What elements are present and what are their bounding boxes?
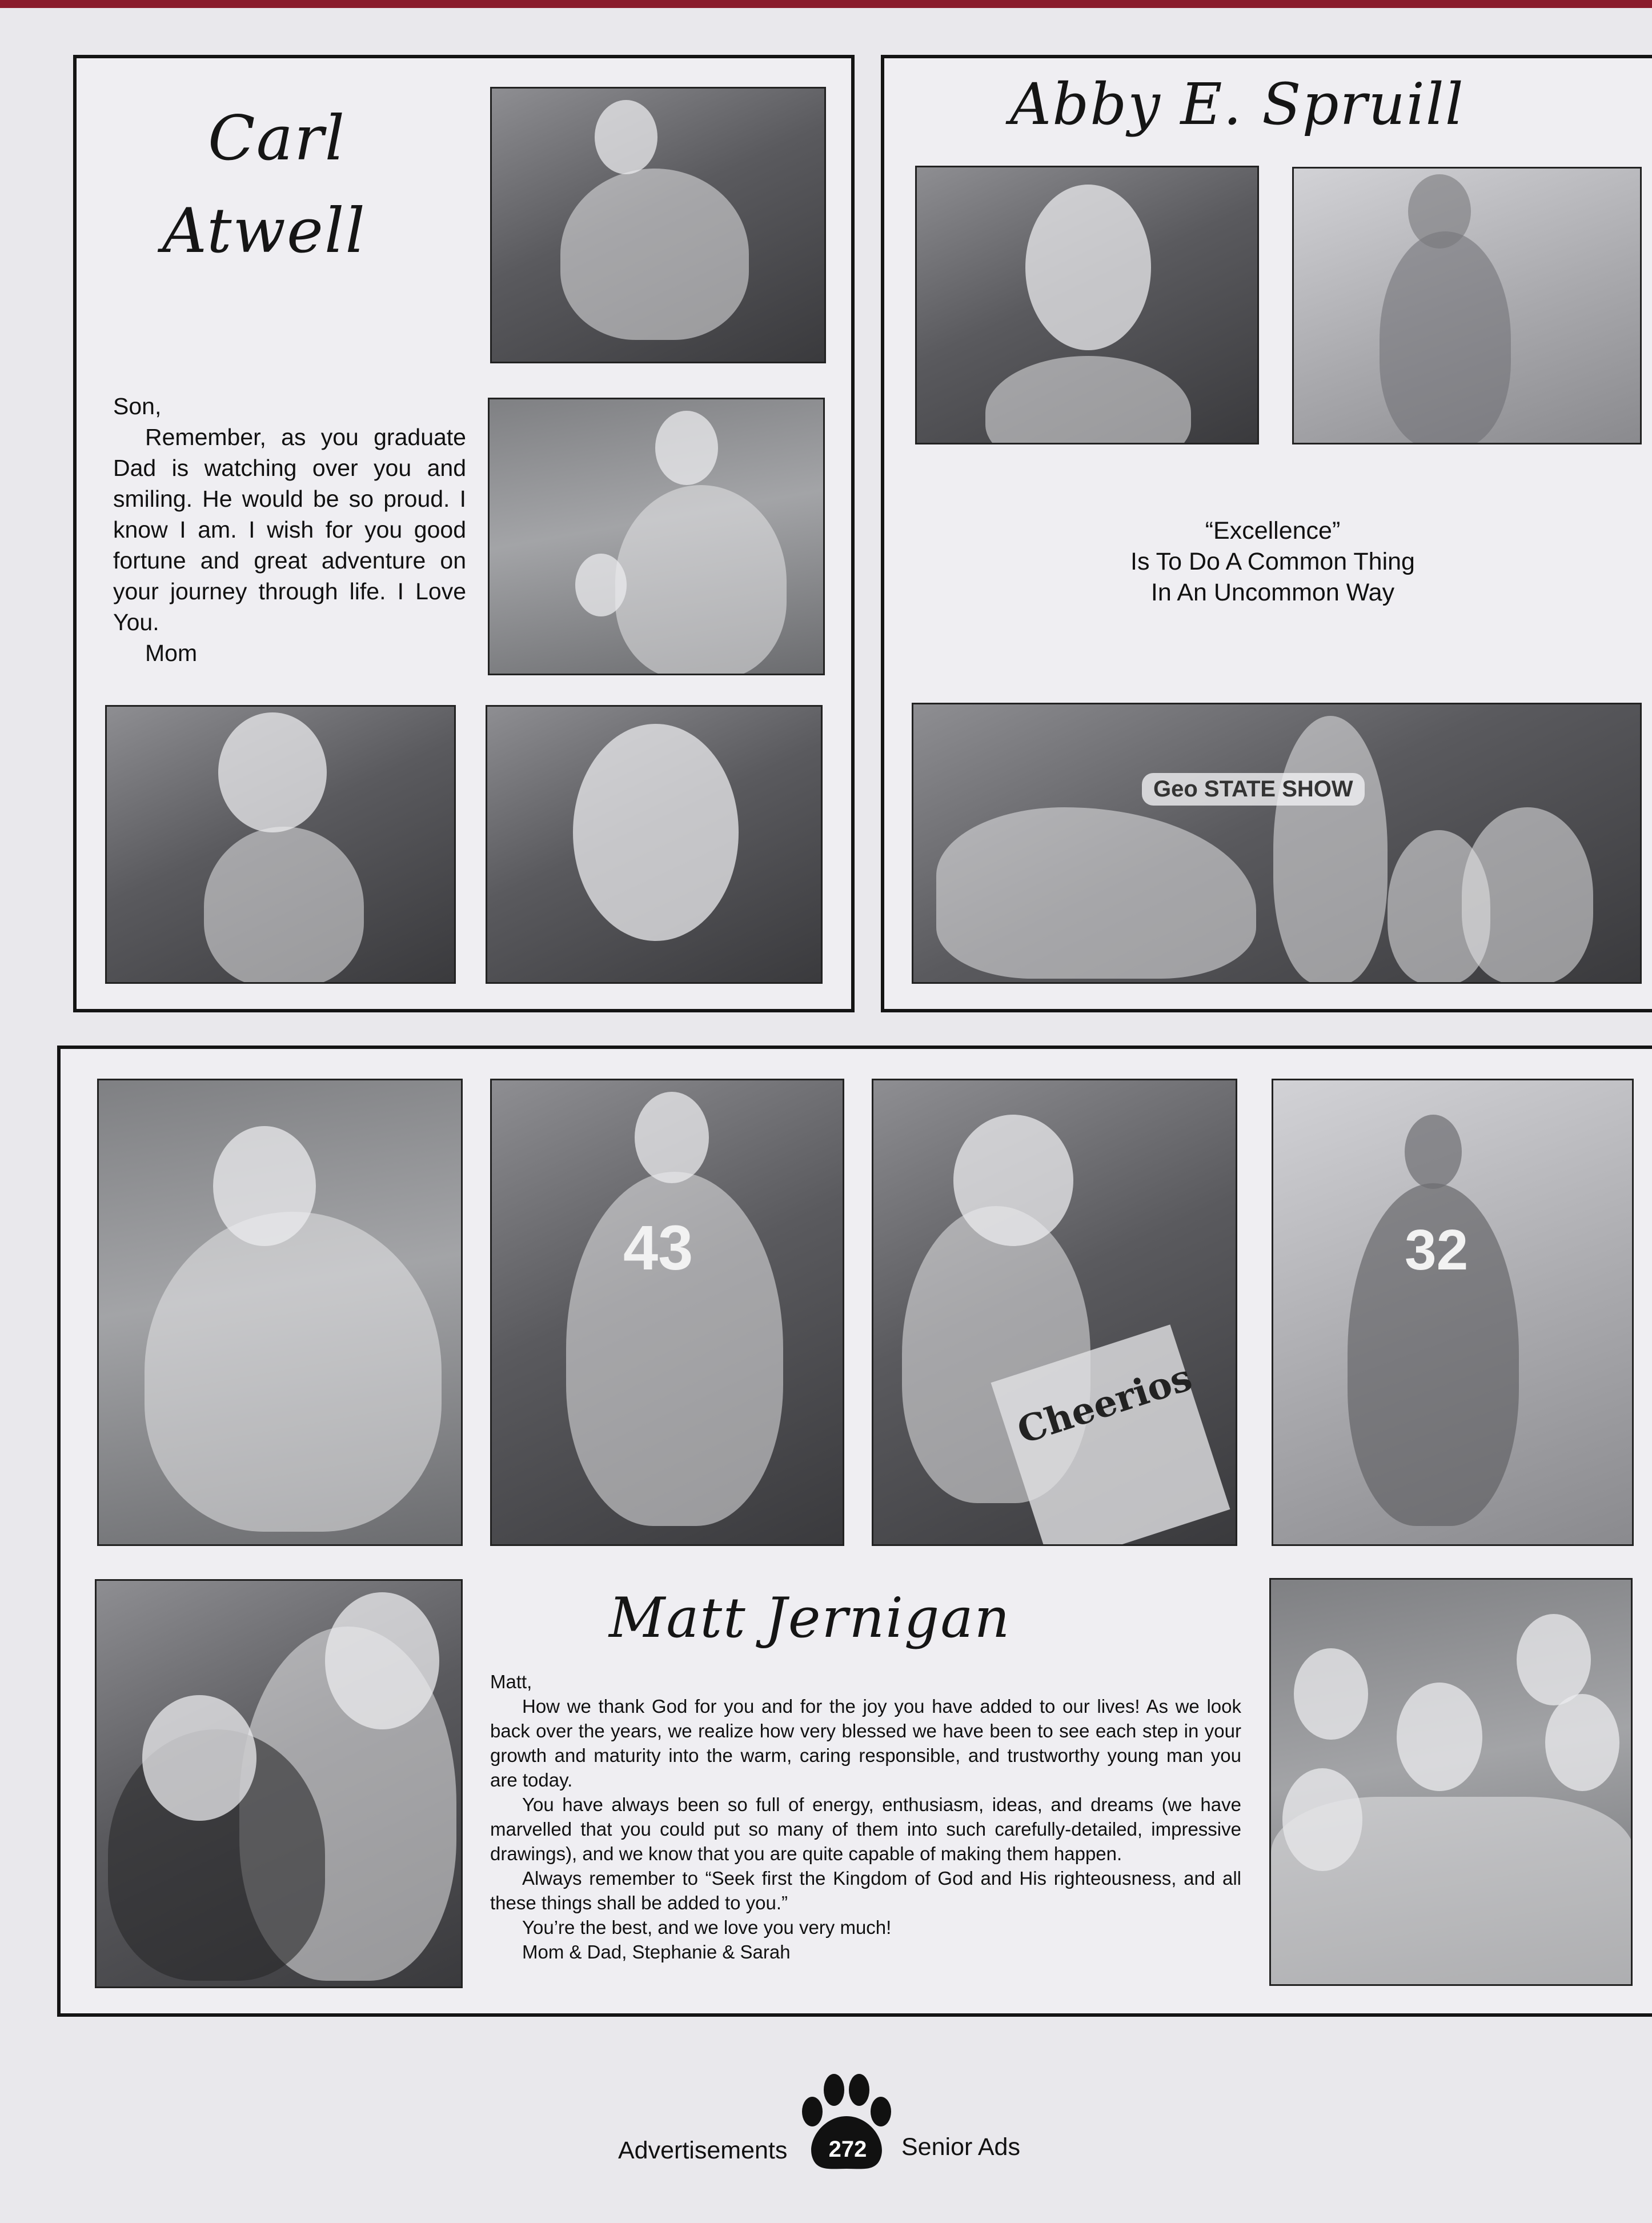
matt-jersey-32-label: 32 bbox=[1405, 1218, 1469, 1282]
matt-message-para2: You have always been so full of energy, enthusiasm, ideas, and dreams (we have marvelled that you could put so many of them into such carefully-detailed, impressive drawings), and we know that you are quite capable of making them happen. bbox=[490, 1794, 1241, 1864]
carl-baby-photo bbox=[105, 705, 456, 984]
matt-cheerios-baby-photo bbox=[872, 1079, 1237, 1546]
matt-senior-jersey-photo bbox=[1272, 1079, 1634, 1546]
matt-jersey-43-label: 43 bbox=[623, 1213, 693, 1283]
matt-football-child-photo bbox=[490, 1079, 844, 1546]
abby-spruill-ad bbox=[881, 55, 1652, 1012]
matt-father-baby-photo bbox=[95, 1579, 463, 1988]
carl-senior-portrait-photo bbox=[490, 87, 826, 363]
abby-full-portrait-photo bbox=[1292, 167, 1642, 444]
paw-print-icon bbox=[795, 2072, 898, 2180]
abby-quote-line2: Is To Do A Common Thing bbox=[1130, 548, 1415, 575]
abby-horse-show-photo bbox=[912, 703, 1642, 984]
footer-section-name: Senior Ads bbox=[901, 2133, 1020, 2161]
matt-message-para4: You’re the best, and we love you very much! bbox=[522, 1917, 892, 1938]
matt-name: Matt Jernigan bbox=[609, 1586, 1011, 1650]
carl-brothers-outdoor-photo bbox=[488, 398, 825, 675]
page-number: 272 bbox=[828, 2137, 867, 2162]
abby-quote-line1: “Excellence” bbox=[1205, 517, 1341, 544]
abby-show-sign: Geo STATE SHOW bbox=[1142, 773, 1365, 806]
matt-message-para1: How we thank God for you and for the joy you have added to our lives! As we look back over the years, we realize how very blessed we have been to see each step in your growth and maturity into the warm, caring responsible, and trustworthy young man you are today. bbox=[490, 1696, 1241, 1791]
carl-name-line1: Carl bbox=[208, 103, 346, 174]
matt-message bbox=[490, 1669, 1241, 1964]
matt-message-signature: Mom & Dad, Stephanie & Sarah bbox=[522, 1941, 791, 1962]
matt-jernigan-ad bbox=[57, 1046, 1652, 2017]
carl-name-line2: Atwell bbox=[162, 195, 366, 267]
carl-child-portrait-photo bbox=[486, 705, 823, 984]
carl-atwell-ad bbox=[73, 55, 855, 1012]
page-edge-strip bbox=[0, 0, 1652, 8]
carl-message-body: Remember, as you graduate Dad is watching over you and smiling. He would be so proud. I know I am. I wish for you good fortune and great adventure on your journey through life. I Love You. bbox=[113, 424, 466, 635]
footer-section-label: Advertisements bbox=[618, 2137, 788, 2164]
carl-message-signature: Mom bbox=[145, 640, 198, 666]
abby-head-portrait-photo bbox=[915, 166, 1259, 444]
matt-message-para3: Always remember to “Seek first the Kingdom of God and His righteousness, and all these things shall be added to you.” bbox=[490, 1868, 1241, 1913]
matt-boat-photo bbox=[97, 1079, 463, 1546]
carl-message-salutation: Son, bbox=[113, 393, 162, 419]
abby-name: Abby E. Spruill bbox=[1010, 71, 1465, 138]
cheerios-box-label: Cheerios bbox=[1012, 1356, 1197, 1453]
abby-quote-line3: In An Uncommon Way bbox=[1150, 579, 1395, 606]
abby-quote bbox=[999, 515, 1547, 608]
carl-message bbox=[113, 391, 466, 668]
matt-family-photo bbox=[1269, 1578, 1633, 1986]
matt-message-salutation: Matt, bbox=[490, 1671, 532, 1692]
